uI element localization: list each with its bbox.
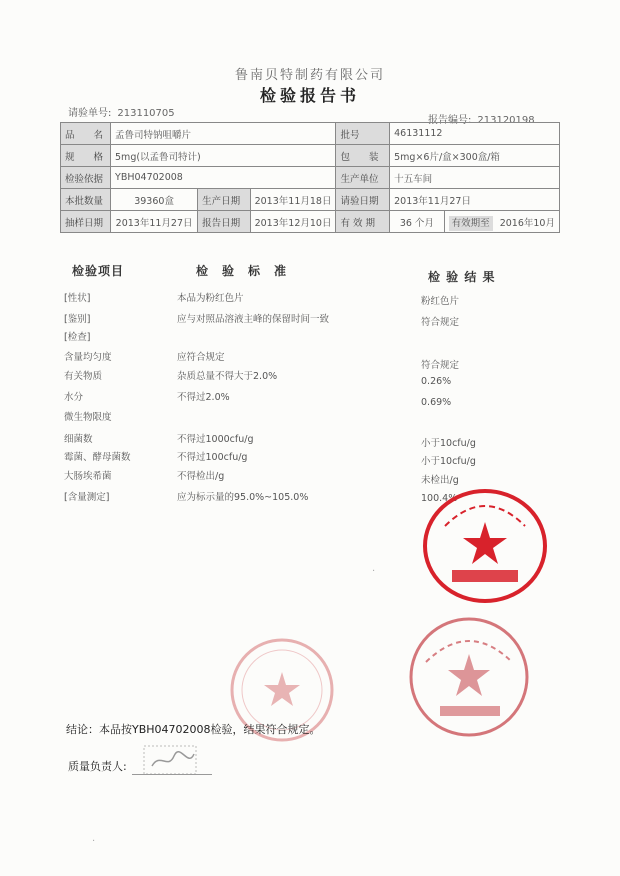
company-name: 鲁南贝特制药有限公司 xyxy=(234,68,385,83)
result-standard: 本品为粉红色片 xyxy=(177,293,244,304)
result-row xyxy=(0,468,620,484)
result-row xyxy=(0,389,620,408)
quantity-value: 39360盒 xyxy=(111,189,198,211)
quality-responsible-label: 质量负责人: xyxy=(68,760,127,773)
result-standard: 不得检出/g xyxy=(177,471,225,482)
expiry-cell xyxy=(444,211,559,233)
table-row xyxy=(61,123,560,145)
batch-value: 46131112 xyxy=(390,123,560,145)
result-item: 霉菌、酵母菌数 xyxy=(64,452,131,463)
sampling-date-value: 2013年11月27日 xyxy=(111,211,198,233)
product-info-table xyxy=(60,122,560,233)
handwritten-signature xyxy=(142,742,202,778)
result-item: 细菌数 xyxy=(64,434,93,445)
result-value: 小于10cfu/g xyxy=(421,456,476,467)
scan-speck: · xyxy=(92,836,96,847)
result-standard: 应与对照品溶液主峰的保留时间一致 xyxy=(177,314,330,325)
result-item: 水分 xyxy=(64,392,84,403)
request-date-value: 2013年11月27日 xyxy=(390,189,560,211)
product-value: 孟鲁司特钠咀嚼片 xyxy=(111,123,336,145)
scan-speck: · xyxy=(372,566,376,577)
table-row xyxy=(61,145,560,167)
result-item: 含量均匀度 xyxy=(64,352,112,363)
basis-label: 检验依据 xyxy=(61,167,111,189)
column-header-result: 检 验 结 果 xyxy=(428,270,496,284)
result-standard: 不得过1000cfu/g xyxy=(177,434,254,445)
result-row xyxy=(0,329,620,345)
quality-management-stamp xyxy=(420,486,550,606)
result-standard: 杂质总量不得大于2.0% xyxy=(177,371,278,382)
column-header-item: 检验项目 xyxy=(72,264,125,278)
result-item: [性状] xyxy=(64,293,91,304)
result-standard: 不得过100cfu/g xyxy=(177,452,248,463)
result-item: [检查] xyxy=(64,332,91,343)
result-value: 符合规定 xyxy=(421,317,460,328)
production-date-value: 2013年11月18日 xyxy=(250,189,336,211)
basis-value: YBH04702008 xyxy=(111,167,336,189)
table-row xyxy=(61,189,560,211)
table-row xyxy=(61,211,560,233)
unit-value: 十五车间 xyxy=(390,167,560,189)
request-date-label: 请验日期 xyxy=(336,189,390,211)
column-header-standard: 检 验 标 准 xyxy=(196,264,288,278)
batch-label: 批号 xyxy=(336,123,390,145)
result-value: 100.4% xyxy=(421,493,458,504)
validity-label: 有 效 期 xyxy=(336,211,390,233)
request-number-value: 213110705 xyxy=(117,108,175,119)
result-row xyxy=(0,290,620,306)
request-number xyxy=(68,104,175,119)
request-number-label: 请验单号: xyxy=(68,108,112,119)
result-row xyxy=(0,368,620,387)
result-row xyxy=(0,409,620,425)
result-row xyxy=(0,311,620,327)
expiry-label: 有效期至 xyxy=(449,216,493,231)
result-standard: 应为标示量的95.0%~105.0% xyxy=(177,492,309,503)
sampling-date-label: 抽样日期 xyxy=(61,211,111,233)
report-number-label: 报告编号: xyxy=(428,115,472,126)
result-standard: 应符合规定 xyxy=(177,352,225,363)
spec-value: 5mg(以孟鲁司特计) xyxy=(111,145,336,167)
package-value: 5mg×6片/盒×300盒/箱 xyxy=(390,145,560,167)
result-row xyxy=(0,449,620,465)
table-row xyxy=(61,167,560,189)
product-label: 品 名 xyxy=(61,123,111,145)
report-number-value: 213120198 xyxy=(477,115,535,126)
result-item: [含量测定] xyxy=(64,492,110,503)
quantity-label: 本批数量 xyxy=(61,189,111,211)
signature-line xyxy=(132,774,212,775)
result-item: [鉴别] xyxy=(64,314,91,325)
production-date-label: 生产日期 xyxy=(198,189,250,211)
result-value: 符合规定 xyxy=(421,360,460,371)
result-row xyxy=(0,349,620,371)
faded-company-stamp xyxy=(404,612,534,742)
package-label: 包 装 xyxy=(336,145,390,167)
result-row xyxy=(0,431,620,447)
result-value: 0.69% xyxy=(421,397,452,408)
result-item: 微生物限度 xyxy=(64,412,112,423)
result-value: 小于10cfu/g xyxy=(421,438,476,449)
report-title: 检验报告书 xyxy=(259,86,360,105)
result-standard: 不得过2.0% xyxy=(177,392,230,403)
result-value: 粉红色片 xyxy=(421,296,460,307)
validity-value: 36 个月 xyxy=(390,211,445,233)
conclusion: 结论：本品按YBH04702008检验，结果符合规定。 xyxy=(66,723,321,736)
result-value: 未检出/g xyxy=(421,475,459,486)
result-value: 0.26% xyxy=(421,376,452,387)
spec-label: 规 格 xyxy=(61,145,111,167)
report-date-value: 2013年12月10日 xyxy=(250,211,336,233)
result-item: 大肠埃希菌 xyxy=(64,471,112,482)
result-item: 有关物质 xyxy=(64,371,103,382)
unit-label: 生产单位 xyxy=(336,167,390,189)
expiry-value: 2016年10月 xyxy=(499,217,555,229)
report-date-label: 报告日期 xyxy=(198,211,250,233)
